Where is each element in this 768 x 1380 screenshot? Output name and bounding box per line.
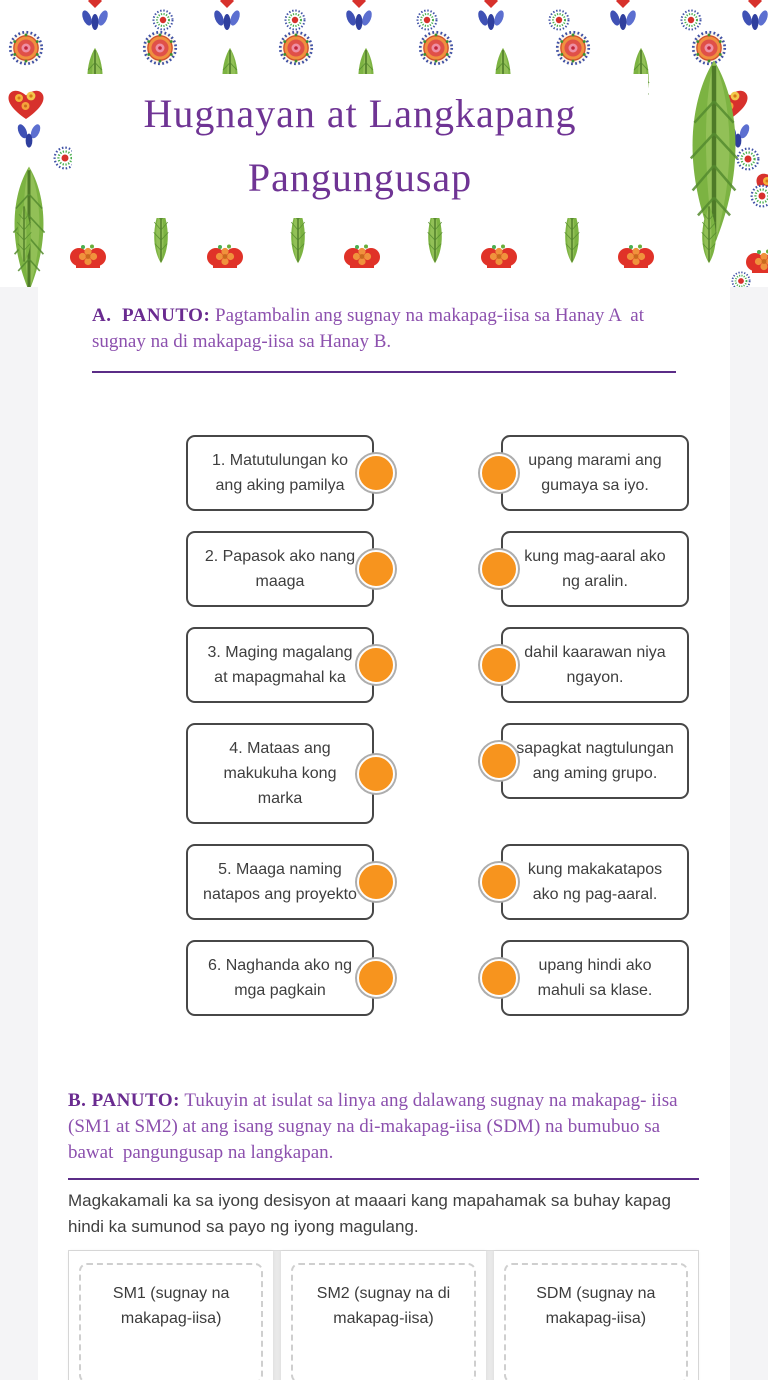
match-right-box[interactable] [501,531,689,607]
small-flower-icon [285,10,305,30]
match-left-text: 4. Mataas ang makukuha kong marka [223,740,337,807]
match-pair-row [186,723,714,824]
mandala-flower-icon [693,32,725,64]
match-connector-dot[interactable] [480,863,518,901]
match-left-text: 5. Maaga naming natapos ang proyekto [203,861,357,903]
answer-column [69,1251,273,1380]
answer-column-label: SDM (sugnay na makapag-iisa) [536,1285,656,1327]
small-flower-icon [732,272,750,287]
berry-flower-icon [481,245,517,269]
match-pair-row [186,844,714,920]
section-a-underline [92,371,676,373]
match-right-text: upang marami ang gumaya sa iyo. [528,452,662,494]
tulip-sprig-icon [344,0,373,30]
section-b [38,1088,730,1380]
answer-column [494,1251,698,1380]
match-connector-dot[interactable] [357,454,395,492]
match-connector-dot[interactable] [357,646,395,684]
match-left-box[interactable] [186,435,374,511]
section-a-instructions: Pagtambalin ang sugnay na makapag-iisa sa Hanay A at sugnay na di makapag-iisa sa Hanay B. [92,305,649,352]
mandala-flower-icon [10,32,42,64]
match-right-box[interactable] [501,435,689,511]
berry-flower-icon [746,250,768,274]
tulip-sprig-icon [608,0,637,30]
match-right-box[interactable] [501,940,689,1016]
match-left-box[interactable] [186,940,374,1016]
match-connector-dot[interactable] [357,863,395,901]
match-pair-row [186,627,714,703]
match-right-text: kung makakatapos ako ng pag-aaral. [527,861,663,903]
large-leaf-icon [691,60,737,245]
small-flower-icon [737,148,759,170]
matching-exercise [92,435,714,1016]
match-right-box[interactable] [501,627,689,703]
mandala-flower-icon [557,32,589,64]
tulip-sprig-icon [80,0,109,30]
match-left-text: 2. Papasok ako nang maaga [204,548,356,590]
match-connector-dot[interactable] [357,550,395,588]
section-b-heading [68,1088,700,1166]
small-flower-icon [417,10,437,30]
match-left-box[interactable] [186,531,374,607]
tulip-sprig-icon [476,0,505,30]
answer-column-label: SM1 (sugnay na makapag-iisa) [112,1285,230,1327]
section-a-label: A. PANUTO: [92,305,211,326]
match-connector-dot[interactable] [480,959,518,997]
mandala-flower-icon [280,32,312,64]
exercise-sentence: Magkakamali ka sa iyong desisyon at maaari kang mapahamak sa buhay kapag hindi ka sumunod sa payo ng iyong magulang. [68,1191,671,1236]
blue-sprig-icon [16,123,42,148]
match-right-text: kung mag-aaral ako ng aralin. [524,548,666,590]
worksheet-body [38,287,730,1380]
match-right-box[interactable] [501,844,689,920]
mandala-flower-icon [420,32,452,64]
tulip-sprig-icon [740,0,768,30]
answer-column [281,1251,485,1380]
worksheet-header [0,0,768,287]
match-left-text: 6. Naghanda ako ng mga pagkain [207,957,353,999]
match-connector-dot[interactable] [480,646,518,684]
answer-dropzone[interactable] [504,1263,688,1380]
match-left-text: 3. Maging magalang at mapagmahal ka [207,644,353,686]
answer-column-label: SM2 (sugnay na di makapag-iisa) [316,1285,451,1327]
match-left-box[interactable] [186,627,374,703]
section-b-label: B. PANUTO: [68,1090,180,1111]
berry-flower-icon [618,245,654,269]
tulip-sprig-icon [212,0,241,30]
match-connector-dot[interactable] [480,550,518,588]
title-banner [72,74,648,218]
match-right-text: dahil kaarawan niya ngayon. [524,644,666,686]
match-pair-row [186,531,714,607]
match-connector-dot[interactable] [480,454,518,492]
section-b-underline [68,1178,699,1180]
section-a [38,287,730,1016]
berry-flower-icon [207,245,243,269]
berry-flower-icon [70,245,106,269]
heart-flower-icon [8,91,43,119]
answer-dropzone[interactable] [291,1263,475,1380]
mandala-flower-icon [144,32,176,64]
match-pair-row [186,940,714,1016]
match-left-box[interactable] [186,723,374,824]
match-connector-dot[interactable] [480,742,518,780]
worksheet-title: Hugnayan at Langkapang Pangungusap [143,91,577,200]
match-right-text: sapagkat nagtulungan ang aming grupo. [516,740,674,782]
answer-dropzone[interactable] [79,1263,263,1380]
small-flower-icon [681,10,701,30]
match-pair-row [186,435,714,511]
answer-grid [68,1250,699,1380]
match-right-box[interactable] [501,723,689,799]
match-connector-dot[interactable] [357,959,395,997]
small-flower-icon [153,10,173,30]
section-b-instructions: Tukuyin at isulat sa linya ang dalawang sugnay na makapag- iisa (SM1 at SM2) at ang isang sugnay na di-makapag-iisa (SDM) na bumubuo sa bawat pangungusap na langkapan. [68,1090,683,1163]
match-left-box[interactable] [186,844,374,920]
match-right-text: upang hindi ako mahuli sa klase. [537,957,653,999]
small-flower-icon [549,10,569,30]
small-flower-icon [751,185,768,207]
section-a-heading [92,303,660,355]
berry-flower-icon [344,245,380,269]
match-connector-dot[interactable] [357,755,395,793]
match-left-text: 1. Matutulungan ko ang aking pamilya [211,452,349,494]
